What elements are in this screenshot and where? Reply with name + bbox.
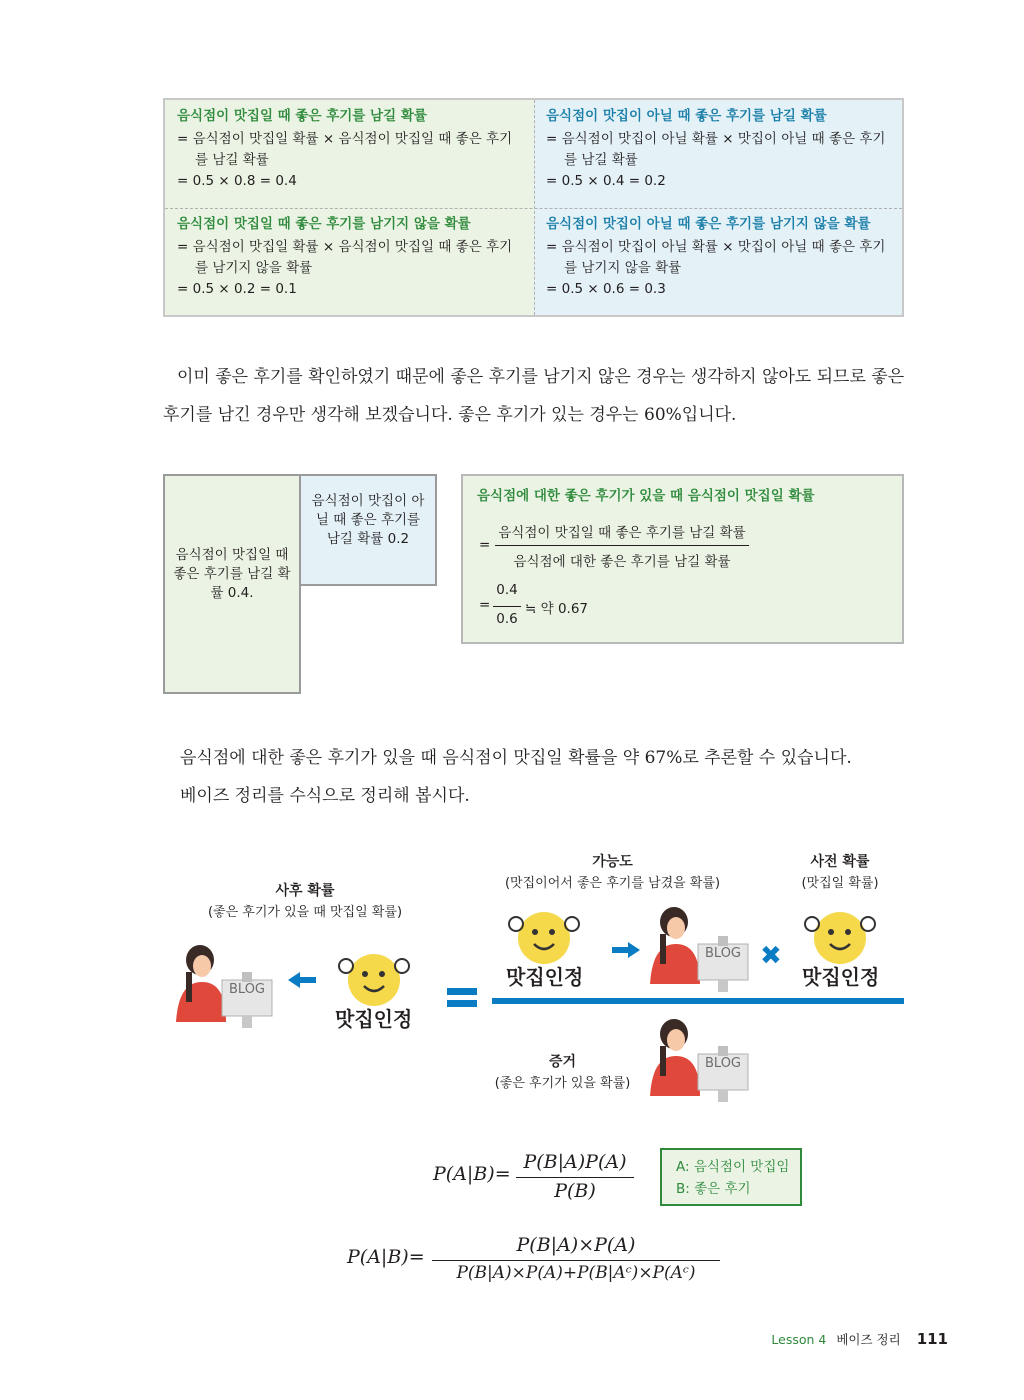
bayes-illustration [0,880,1024,1110]
badge-text: 맛집인정 [335,1007,413,1031]
cell-line: = 0.5 × 0.2 = 0.1 [177,281,297,297]
cell-line: = 음식점이 맛집일 확률 × 음식점이 맛집일 때 좋은 후기를 남기지 않을 확률 [177,239,513,276]
smiley-badge-icon [509,912,579,964]
cell-title: 음식점이 맛집일 때 좋은 후기를 남길 확률 [177,108,427,124]
legend-box [660,1148,802,1206]
table-cell [165,100,534,208]
woman-icon [650,907,700,984]
table-cell [534,208,902,315]
smiley-badge-icon [339,954,409,1006]
probability-table [163,98,904,317]
blog-monitor-icon [222,972,272,1028]
legend-a: A: 음식점이 맛집임 [676,1159,790,1175]
cell-line: = 0.5 × 0.6 = 0.3 [546,281,666,297]
formula-lhs: P(A|B)= [433,1163,511,1185]
badge-text: 맛집인정 [802,965,880,989]
smiley-badge-icon [805,912,875,964]
lesson-title: 베이즈 정리 [836,1332,901,1347]
cell-line: = 0.5 × 0.8 = 0.4 [177,173,297,189]
equals-sign: = [479,597,491,613]
calc-title: 음식점에 대한 좋은 후기가 있을 때 음식점이 맛집일 확률 [477,488,815,504]
table-cell [165,208,534,315]
evidence-label: 증거 (좋은 후기가 있을 확률) [494,1054,631,1091]
good-review-area [163,474,301,694]
cell-line: = 음식점이 맛집이 아닐 확률 × 맛집이 아닐 때 좋은 후기를 남기지 않을 확률 [546,239,886,276]
equals-icon [447,988,477,1007]
table-cell [534,100,902,208]
equals-sign: = [479,537,491,553]
divider [165,208,902,209]
not-good-review-area [299,474,437,586]
area-label: 음식점이 맛집일 때 좋은 후기를 남길 확률 0.4. [173,547,291,601]
right-arrow-icon [612,942,640,958]
cell-title: 음식점이 맛집이 아닐 때 좋은 후기를 남길 확률 [546,108,827,124]
blog-text: BLOG [705,946,742,961]
formula-denominator: P(B) [554,1180,596,1202]
cell-line: = 음식점이 맛집일 확률 × 음식점이 맛집일 때 좋은 후기를 남길 확률 [177,131,513,168]
badge-text: 맛집인정 [506,965,584,989]
blog-monitor-icon [698,1046,748,1102]
lesson-label: Lesson 4 [771,1332,827,1347]
formula-numerator: P(B|A)P(A) [523,1151,627,1173]
cell-line: = 0.5 × 0.4 = 0.2 [546,173,666,189]
fraction-bar [492,998,904,1004]
blog-text: BLOG [705,1056,742,1071]
cell-line: = 음식점이 맛집이 아닐 확률 × 맛집이 아닐 때 좋은 후기를 남길 확률 [546,131,886,168]
formula-bar [516,1177,634,1178]
fraction-numerator: 음식점이 맛집일 때 좋은 후기를 남길 확률 [498,525,746,541]
legend-b: B: 좋은 후기 [676,1181,751,1197]
formula-bar [432,1260,720,1261]
woman-icon [650,1019,700,1096]
formula-lhs: P(A|B)= [347,1246,425,1268]
fraction-numerator: 0.4 [496,582,518,598]
posterior-label: 사후 확률 (좋은 후기가 있을 때 맛집일 확률) [207,883,403,920]
page-number: 111 [916,1330,948,1348]
likelihood-label: 가능도 (맛집이어서 좋은 후기를 남겼을 확률) [504,854,721,891]
blog-monitor-icon [698,936,748,992]
fraction-bar [495,545,749,546]
blog-text: BLOG [229,982,266,997]
fraction-denominator: 0.6 [496,611,518,627]
cell-title: 음식점이 맛집이 아닐 때 좋은 후기를 남기지 않을 확률 [546,216,871,232]
cell-title: 음식점이 맛집일 때 좋은 후기를 남기지 않을 확률 [177,216,471,232]
times-icon: ✖ [760,941,782,971]
approx-value: ≒ 약 0.67 [525,601,589,617]
prior-label: 사전 확률 (맛집일 확률) [801,854,879,891]
formula-numerator: P(B|A)×P(A) [516,1234,636,1256]
left-arrow-icon [288,972,316,988]
body-paragraph: 베이즈 정리를 수식으로 정리해 봅시다. [180,786,470,806]
fraction-denominator: 음식점에 대한 좋은 후기를 남길 확률 [513,554,731,570]
page-footer [771,1330,948,1348]
body-paragraph: 음식점에 대한 좋은 후기가 있을 때 음식점이 맛집일 확률을 약 67%로 추론할 수 있습니다. [180,748,852,768]
formula-denominator: P(B|A)×P(A)+P(B|Aᶜ)×P(Aᶜ) [456,1263,696,1283]
calculation-box [461,474,904,644]
area-label: 음식점이 맛집이 아닐 때 좋은 후기를 남길 확률 0.2 [311,493,425,547]
fraction-bar [493,606,521,607]
body-paragraph: 이미 좋은 후기를 확인하였기 때문에 좋은 후기를 남기지 않은 경우는 생각하지 않아도 되므로 좋은 후기를 남긴 경우만 생각해 보겠습니다. 좋은 후기가 있는 경우는 60%입니다. [163,367,905,425]
woman-icon [176,945,226,1022]
